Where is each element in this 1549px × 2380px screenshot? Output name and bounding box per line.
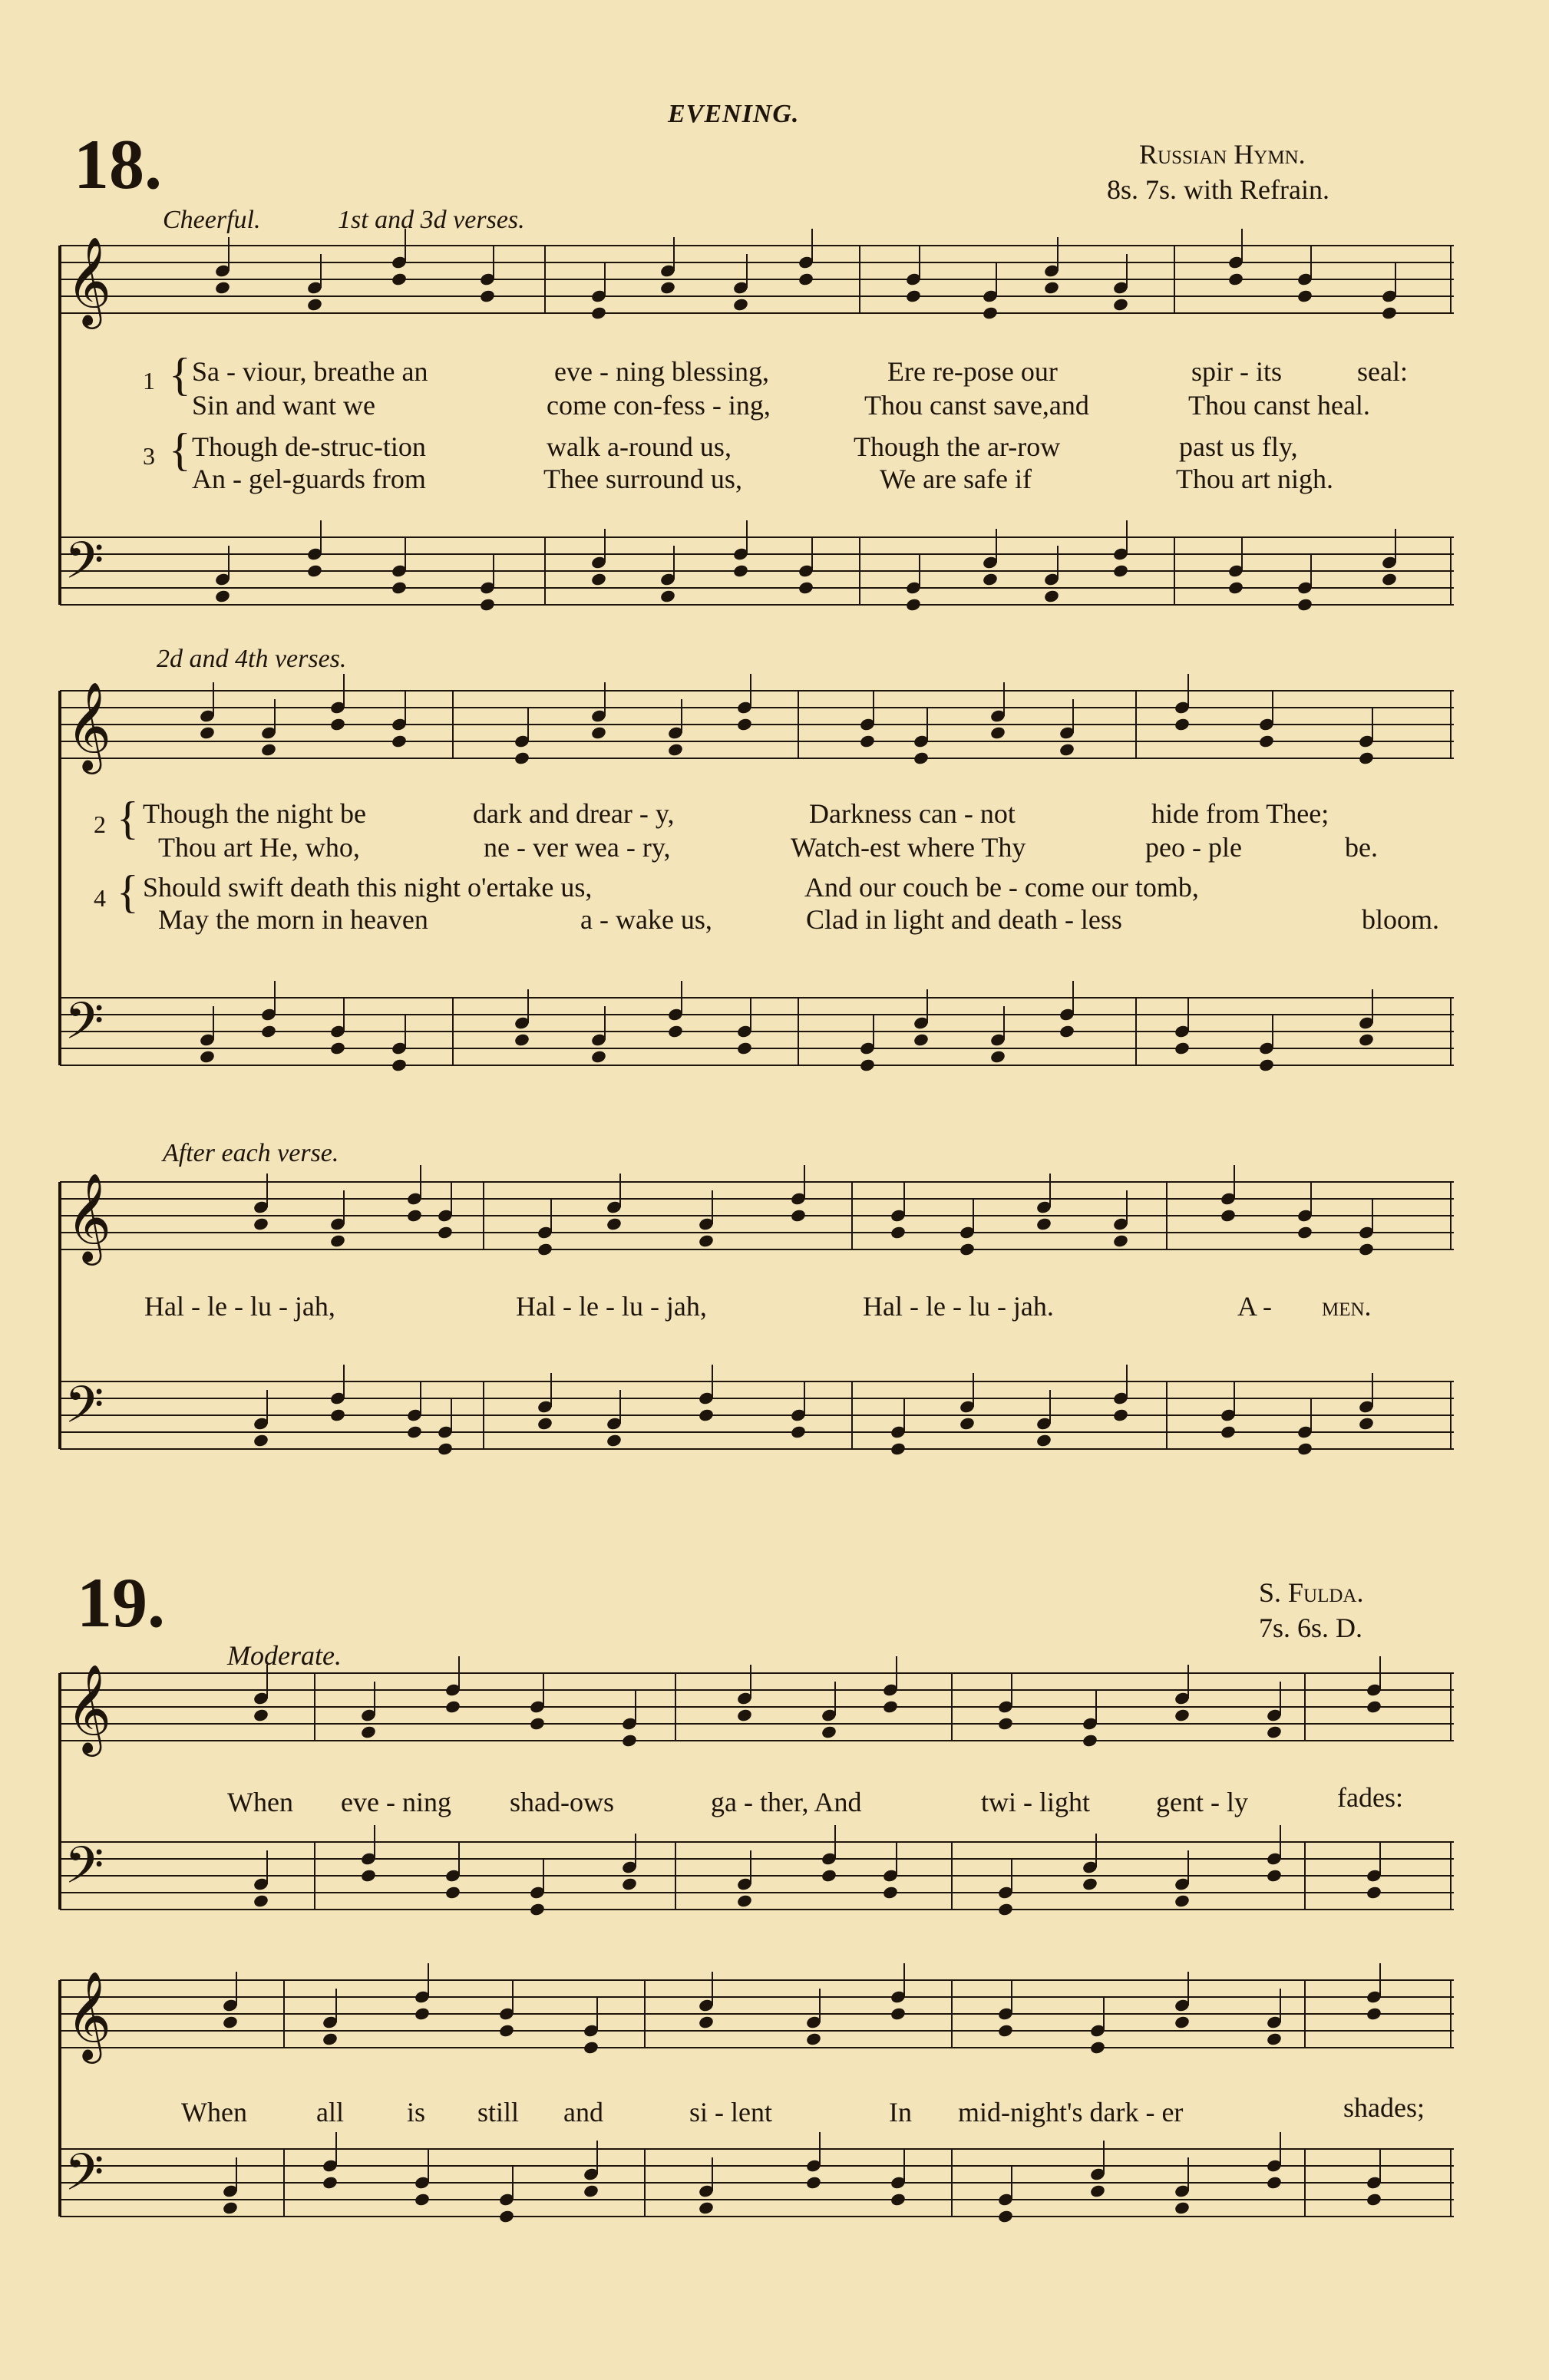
h19-s1-bass-note — [529, 1902, 546, 1916]
h18-s2-bass-note — [736, 1041, 753, 1055]
h18-s1-bass-clef: 𝄢 — [64, 531, 104, 602]
verse-3-line-1-a: Though de-struc-tion — [192, 431, 426, 462]
h18-s3-treble-clef: 𝄞 — [66, 1172, 112, 1262]
h18-s2-treble-note — [590, 725, 607, 740]
h18-s2-treble-note — [736, 717, 753, 731]
h19-s1-bass-note — [621, 1877, 638, 1891]
verse-4-line-2-c: Clad in light and death - less — [806, 904, 1122, 935]
h18-s3-bass-note — [890, 1441, 907, 1456]
h18-s3-treble-note — [790, 1208, 807, 1223]
h19-s2-treble-note — [805, 2032, 822, 2046]
h18-s3-bass-note — [790, 1424, 807, 1439]
verse-4-line-2-b: a - wake us, — [580, 904, 712, 935]
h19-s2-bass-note — [698, 2200, 715, 2215]
verse-3-line-2-b: Thee surround us, — [543, 464, 742, 494]
h18-s2-bass-note — [989, 1049, 1006, 1064]
h19-line2-7: In — [889, 2097, 912, 2127]
h19-s2-treble-note — [1366, 2006, 1382, 2021]
refrain-4: A - — [1237, 1291, 1272, 1322]
h19-s1-treble-note — [821, 1725, 837, 1739]
h18-s1-bass-note — [590, 572, 607, 586]
h18-s3-bass-note — [698, 1408, 715, 1422]
refrain-1: Hal - le - lu - jah, — [144, 1291, 335, 1322]
h18-s1-treble-note — [905, 289, 922, 303]
hymn-18-section-3: After each verse. — [163, 1139, 339, 1167]
h18-s3-bass-note — [406, 1424, 423, 1439]
h19-s2-treble-note — [414, 2006, 431, 2021]
h19-s2-bass-note — [997, 2209, 1014, 2223]
h18-s3-bass-note — [1035, 1433, 1052, 1447]
hymn-19-tune: S. Fulda. — [1259, 1577, 1364, 1608]
verse-1-line-1-e: seal: — [1357, 356, 1408, 387]
verse-2-line-2-a: Thou art He, who, — [158, 832, 360, 863]
h19-line1-3: shad-ows — [510, 1787, 614, 1817]
h19-line1-1: When — [227, 1787, 293, 1817]
h18-s1-treble-clef: 𝄞 — [66, 236, 112, 325]
h18-s3-treble-note — [406, 1208, 423, 1223]
h19-s2-treble-note — [498, 2023, 515, 2038]
h18-s1-treble-note — [391, 272, 408, 286]
h18-s1-treble-note — [214, 280, 231, 295]
h18-s2-treble-clef: 𝄞 — [66, 681, 112, 771]
h18-s2-treble-note — [667, 742, 684, 757]
h18-s3-bass-note — [329, 1408, 346, 1422]
h19-s1-bass-note — [997, 1902, 1014, 1916]
h18-s1-bass-note — [1227, 580, 1244, 595]
h19-s2-treble-note — [222, 2015, 239, 2029]
verse-3-line-2-d: Thou art nigh. — [1176, 464, 1333, 494]
h19-s2-treble-note — [1266, 2032, 1283, 2046]
hymn-19-tempo: Moderate. — [227, 1640, 342, 1671]
h19-s2-bass-note — [583, 2184, 599, 2198]
h19-s1-bass-note — [1366, 1885, 1382, 1900]
h18-s3-treble-note — [606, 1216, 623, 1231]
verse-1-line-2-a: Sin and want we — [192, 390, 375, 421]
h19-s1-bass-note — [821, 1868, 837, 1883]
verse-2-line-1-a: Though the night be — [143, 798, 366, 829]
h18-s1-treble-note — [1381, 305, 1398, 320]
page-title: EVENING. — [668, 100, 800, 128]
h18-s2-treble-note — [1174, 717, 1191, 731]
verse-1-line-1-d: spir - its — [1191, 356, 1283, 387]
verse-4-number: 4 — [94, 884, 106, 912]
verse-4-line-1-b: And our couch be - come our tomb, — [804, 872, 1199, 903]
h18-s3-bass-note — [1112, 1408, 1129, 1422]
h19-s1-treble-note — [736, 1708, 753, 1722]
h18-s1-treble-note — [732, 297, 749, 312]
verse-1-line-1-a: Sa - viour, breathe an — [192, 356, 428, 387]
h19-line2-9: shades; — [1343, 2092, 1425, 2123]
verse-4-line-2-d: bloom. — [1362, 904, 1440, 935]
verse-4-brace: { — [117, 867, 139, 917]
h18-s3-bass-note — [253, 1433, 269, 1447]
h18-s1-treble-note — [1112, 297, 1129, 312]
h18-s3-bass-clef: 𝄢 — [64, 1375, 104, 1447]
h19-s1-treble-note — [1366, 1699, 1382, 1714]
h18-s2-treble-note — [913, 751, 930, 765]
h18-s2-bass-note — [1059, 1024, 1075, 1038]
h18-s3-bass-note — [437, 1441, 454, 1456]
verse-3-brace: { — [169, 424, 191, 475]
h18-s1-treble-note — [1227, 272, 1244, 286]
h19-s1-bass-clef: 𝄢 — [64, 1836, 104, 1907]
h18-s3-treble-note — [329, 1233, 346, 1248]
verse-1-number: 1 — [143, 367, 155, 394]
h18-s1-treble-note — [306, 297, 323, 312]
h19-s1-bass-note — [1266, 1868, 1283, 1883]
h18-s2-treble-note — [199, 725, 216, 740]
h19-line1-4: ga - ther, And — [711, 1787, 862, 1817]
h19-s1-bass-note — [882, 1885, 899, 1900]
h18-s1-bass-note — [1112, 563, 1129, 578]
h18-s2-treble-note — [859, 734, 876, 748]
h19-line2-2: all — [316, 2097, 344, 2127]
verse-4-line-1-a: Should swift death this night o'ertake us, — [143, 872, 593, 903]
h18-s1-bass-note — [306, 563, 323, 578]
h18-s2-bass-note — [913, 1032, 930, 1047]
h19-s1-treble-note — [621, 1733, 638, 1748]
h19-s1-bass-note — [1174, 1893, 1191, 1908]
h19-s2-treble-note — [322, 2032, 339, 2046]
verse-3-number: 3 — [143, 442, 155, 470]
verse-2-line-2-c: Watch-est where Thy — [791, 832, 1026, 863]
h18-s3-treble-note — [1296, 1225, 1313, 1240]
h19-s2-bass-note — [414, 2192, 431, 2207]
h19-s1-treble-note — [1082, 1733, 1098, 1748]
h18-s1-bass-note — [732, 563, 749, 578]
h18-s3-bass-note — [959, 1416, 976, 1431]
h19-s1-bass-note — [736, 1893, 753, 1908]
verse-3-line-1-b: walk a-round us, — [547, 431, 732, 462]
h19-s2-bass-note — [805, 2175, 822, 2190]
h19-s1-treble-note — [1266, 1725, 1283, 1739]
verse-3-line-1-d: past us fly, — [1179, 431, 1298, 462]
h18-s1-treble-note — [479, 289, 496, 303]
verse-1-line-1-b: eve - ning blessing, — [554, 356, 769, 387]
verse-2-number: 2 — [94, 810, 106, 838]
verse-3-line-2-c: We are safe if — [880, 464, 1032, 494]
h18-s2-bass-note — [391, 1058, 408, 1072]
h19-s2-bass-note — [1266, 2175, 1283, 2190]
h19-line2-6: si - lent — [689, 2097, 772, 2127]
verse-1-brace: { — [169, 349, 191, 400]
h18-s1-treble-note — [659, 280, 676, 295]
h18-s3-treble-note — [1035, 1216, 1052, 1231]
verse-1-line-2-b: come con-fess - ing, — [547, 390, 771, 421]
h18-s3-treble-note — [437, 1225, 454, 1240]
h18-s2-treble-note — [329, 717, 346, 731]
verse-2-line-1-c: Darkness can - not — [809, 798, 1016, 829]
h18-s3-treble-note — [890, 1225, 907, 1240]
h19-s1-bass-note — [1082, 1877, 1098, 1891]
h18-s1-bass-note — [1043, 589, 1060, 603]
h19-s1-treble-note — [997, 1716, 1014, 1731]
h19-line1-6: gent - ly — [1156, 1787, 1248, 1817]
h19-s1-treble-note — [882, 1699, 899, 1714]
h19-s1-treble-note — [529, 1716, 546, 1731]
h18-s2-treble-note — [1258, 734, 1275, 748]
h19-line1-2: eve - ning — [341, 1787, 451, 1817]
hymn-19-meter: 7s. 6s. D. — [1259, 1613, 1363, 1643]
hymn-19-number: 19. — [77, 1563, 165, 1642]
h19-s2-bass-note — [890, 2192, 907, 2207]
h19-line2-4: still — [477, 2097, 520, 2127]
h18-s1-treble-note — [798, 272, 814, 286]
h18-s3-bass-note — [606, 1433, 623, 1447]
h19-s1-bass-note — [444, 1885, 461, 1900]
h18-s1-bass-note — [1381, 572, 1398, 586]
h19-line2-8: mid-night's dark - er — [958, 2097, 1184, 2127]
verse-2-line-1-b: dark and drear - y, — [473, 798, 675, 829]
h19-s2-bass-note — [498, 2209, 515, 2223]
h19-line1-7: fades: — [1337, 1782, 1403, 1813]
h18-s2-bass-note — [590, 1049, 607, 1064]
h18-s2-bass-note — [1174, 1041, 1191, 1055]
h19-s1-treble-note — [1174, 1708, 1191, 1722]
refrain-3: Hal - le - lu - jah. — [863, 1291, 1054, 1322]
h18-s2-bass-note — [1358, 1032, 1375, 1047]
h18-s3-bass-note — [1358, 1416, 1375, 1431]
verse-2-line-1-d: hide from Thee; — [1151, 798, 1329, 829]
refrain-2: Hal - le - lu - jah, — [516, 1291, 707, 1322]
verse-3-line-2-a: An - gel-guards from — [192, 464, 426, 494]
h19-s2-bass-note — [1174, 2200, 1191, 2215]
hymn-18-tune: Russian Hymn. — [1139, 139, 1306, 170]
hymn-18-meter: 8s. 7s. with Refrain. — [1107, 174, 1329, 205]
h18-s2-treble-note — [391, 734, 408, 748]
h19-s2-treble-note — [1089, 2040, 1106, 2055]
h18-s3-treble-note — [1358, 1242, 1375, 1256]
h19-s2-treble-note — [997, 2023, 1014, 2038]
h19-s2-bass-note — [222, 2200, 239, 2215]
h19-s2-bass-clef: 𝄢 — [64, 2143, 104, 2214]
h18-s2-treble-note — [1358, 751, 1375, 765]
h19-s2-treble-note — [583, 2040, 599, 2055]
h19-s1-treble-note — [360, 1725, 377, 1739]
h18-s3-treble-note — [698, 1233, 715, 1248]
h18-s2-bass-clef: 𝄢 — [64, 992, 104, 1063]
h19-s1-treble-note — [444, 1699, 461, 1714]
verse-2-brace: { — [117, 793, 139, 843]
h18-s1-bass-note — [391, 580, 408, 595]
h19-line2-3: is — [407, 2097, 426, 2127]
h18-s3-treble-note — [1112, 1233, 1129, 1248]
h18-s1-treble-note — [982, 305, 999, 320]
h19-s2-treble-note — [890, 2006, 907, 2021]
verse-2-line-2-b: ne - ver wea - ry, — [484, 832, 671, 863]
h19-s2-treble-note — [698, 2015, 715, 2029]
h18-s3-bass-note — [1220, 1424, 1237, 1439]
hymn-18-section-2: 2d and 4th verses. — [157, 645, 347, 673]
h18-s3-treble-note — [959, 1242, 976, 1256]
verse-4-line-2-a: May the morn in heaven — [158, 904, 428, 935]
verse-1-line-1-c: Ere re-pose our — [887, 356, 1058, 387]
h19-line2-5: and — [563, 2097, 603, 2127]
h19-s2-treble-clef: 𝄞 — [66, 1970, 112, 2060]
h18-s1-bass-note — [798, 580, 814, 595]
h19-s1-bass-note — [360, 1868, 377, 1883]
h19-s1-bass-note — [253, 1893, 269, 1908]
h18-s1-bass-note — [905, 597, 922, 612]
h18-s3-bass-note — [1296, 1441, 1313, 1456]
h18-s2-bass-note — [329, 1041, 346, 1055]
h18-s1-treble-note — [1296, 289, 1313, 303]
h18-s2-bass-note — [260, 1024, 277, 1038]
h18-s2-bass-note — [1258, 1058, 1275, 1072]
h18-s1-bass-note — [659, 589, 676, 603]
h18-s1-bass-note — [479, 597, 496, 612]
hymn-18-section-1: 1st and 3d verses. — [338, 206, 525, 234]
h18-s1-treble-note — [590, 305, 607, 320]
h19-line2-1: When — [181, 2097, 247, 2127]
h18-s1-treble-note — [1043, 280, 1060, 295]
h18-s3-treble-note — [537, 1242, 553, 1256]
hymn-18-number: 18. — [74, 125, 162, 203]
h19-s2-bass-note — [322, 2175, 339, 2190]
hymn-18-tempo: Cheerful. — [163, 206, 261, 234]
verse-2-line-2-e: be. — [1345, 832, 1378, 863]
h19-s1-treble-note — [253, 1708, 269, 1722]
h18-s3-treble-note — [253, 1216, 269, 1231]
verse-2-line-2-d: peo - ple — [1145, 832, 1242, 863]
h18-s2-treble-note — [514, 751, 530, 765]
h19-s2-treble-note — [1174, 2015, 1191, 2029]
refrain-5: men. — [1322, 1291, 1372, 1322]
verse-3-line-1-c: Though the ar-row — [854, 431, 1061, 462]
h18-s1-bass-note — [1296, 597, 1313, 612]
h19-s2-bass-note — [1366, 2192, 1382, 2207]
h18-s2-treble-note — [1059, 742, 1075, 757]
h18-s2-bass-note — [859, 1058, 876, 1072]
h19-s2-bass-note — [1089, 2184, 1106, 2198]
h18-s2-bass-note — [667, 1024, 684, 1038]
h18-s2-treble-note — [989, 725, 1006, 740]
h18-s3-bass-note — [537, 1416, 553, 1431]
h18-s2-treble-note — [260, 742, 277, 757]
h18-s2-bass-note — [199, 1049, 216, 1064]
h18-s3-treble-note — [1220, 1208, 1237, 1223]
h19-line1-5: twi - light — [981, 1787, 1090, 1817]
h19-s1-treble-clef: 𝄞 — [66, 1663, 112, 1753]
verse-1-line-2-d: Thou canst heal. — [1188, 390, 1370, 421]
h18-s2-bass-note — [514, 1032, 530, 1047]
verse-1-line-2-c: Thou canst save,and — [864, 390, 1089, 421]
h18-s1-bass-note — [214, 589, 231, 603]
h18-s1-bass-note — [982, 572, 999, 586]
